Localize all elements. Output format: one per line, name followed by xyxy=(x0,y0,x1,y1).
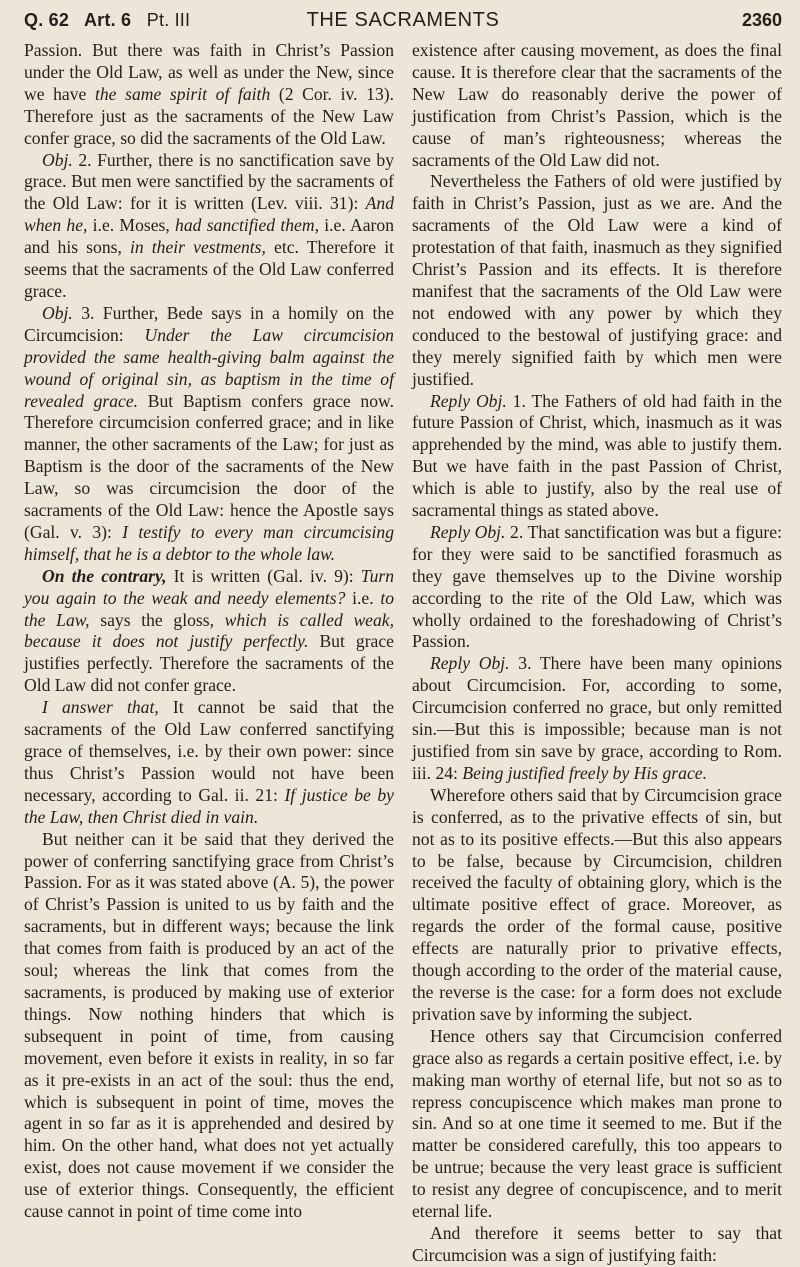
text-run: i.e. Aaron and his sons, xyxy=(24,215,395,258)
paragraph xyxy=(412,171,782,390)
emphasis-run: to the Law, xyxy=(24,587,395,630)
text-run: But Baptism confers grace now. Therefore circumcision conferred grace; and in like manner, the other sacraments of the Law; for just as Baptism is the door of the sacraments of the New Law, so was circumcision the door of the sacraments of the Old Law: hence the Apostle says (Gal. v. 3): xyxy=(24,390,394,542)
emphasis-run: Reply Obj. xyxy=(430,653,510,674)
emphasis-run: Obj. xyxy=(42,302,73,323)
text-run: But grace justifies perfectly. Therefore the sacraments of the Old Law did not confer grace. xyxy=(24,631,394,696)
emphasis-run: Being justified freely by His grace. xyxy=(462,762,707,783)
text-run: 3. There have been many opinions about Circumcision. For, according to some, Circumcision conferred no grace, but only remitted sin.—But this is impossible; because man is not justified from sin save by grace, according to Rom. iii. 24: xyxy=(412,653,782,783)
running-title: THE SACRAMENTS xyxy=(306,8,500,31)
text-run: It is written (Gal. iv. 9): xyxy=(166,565,361,586)
emphasis-run: had sanctified them, xyxy=(175,215,319,236)
emphasis-run: which is called weak, because it does not justify perfectly. xyxy=(24,609,394,652)
text-run: existence after causing movement, as does the final cause. It is therefore clear that the sacraments of the New Law do reasonably derive the power of justification from Christ’s Passion, which is the cause of man’s righteousness; whereas the sacraments of the Old Law did not. xyxy=(412,40,782,170)
text-run: i.e. xyxy=(345,587,381,608)
text-run: And therefore it seems better to say that Circumcision was a sign of justifying faith: xyxy=(412,1222,782,1265)
paragraph xyxy=(412,40,782,171)
left-column xyxy=(24,40,395,1222)
paragraph xyxy=(412,785,782,1026)
text-run: But neither can it be said that they derived the power of conferring sanctifying grace from Christ’s Passion. For as it was stated above (A. 5), the power of Christ’s Passion is united to us by faith and the sacraments, but in different ways; because the link that comes from faith is produced by an act of the soul; whereas the link that comes from the sacraments, is produced by making use of exterior things. Now nothing hinders that which is subsequent in point of time, from causing movement, even before it exists in reality, in so far as it pre-exists in an act of the soul: thus the end, which is subsequent in point of time, moves the agent in so far as it is apprehended and desired by him. On the other hand, what does not yet actually exist, does not cause movement if we consider the use of exterior things. Consequently, the efficient cause cannot in point of time come into xyxy=(24,828,394,1222)
text-run: Nevertheless the Fathers of old were justified by faith in Christ’s Passion, just as we are. And the sacraments of the Old Law were a kind of protestation of that faith, inasmuch as they signified Christ’s Passion and its effects. It is therefore manifest that the sacraments of the Old Law were not endowed with any power by which they conduced to the bestowal of justifying grace: and they merely signified faith by which men were justified. xyxy=(412,171,782,389)
text-run: 1. The Fathers of old had faith in the future Passion of Christ, which, inasmuch as it was apprehended by the mind, was able to justify them. But we have faith in the past Passion of Christ, which is able to justify, also by the real use of sacramental things as stated above. xyxy=(412,390,782,521)
paragraph xyxy=(412,1223,782,1267)
text-run: It cannot be said that the sacraments of the Old Law conferred sanctifying grace of themselves, i.e. by their own power: since thus Christ’s Passion would not have been necessary, according to Gal. ii. 21: xyxy=(24,697,394,805)
paragraph xyxy=(24,150,394,303)
emphasis-run: Reply Obj. xyxy=(430,521,506,542)
text-run: Hence others say that Circumcision conferred grace also as regards a certain positive effect, i.e. by making man worthy of eternal life, but not so as to repress concupiscence which makes man prone to sin. And so at one time it seemed to me. But if the matter be considered carefully, this too appears to be untrue; because the very least grace is sufficient to resist any degree of concupiscence, and to merit eternal life. xyxy=(412,1025,782,1222)
emphasis-run: Under the Law circumcision provided the same health-giving balm against the wound of original sin, as baptism in the time of revealed grace. xyxy=(24,324,394,411)
emphasis-run: Turn you again to the weak and needy elements? xyxy=(24,565,395,608)
paragraph xyxy=(412,522,782,653)
text-run: (2 Cor. iv. 13). Therefore just as the sacraments of the New Law confer grace, so did the sacraments of the Old Law. xyxy=(24,83,394,148)
question-ref: Q. 62 xyxy=(24,9,70,30)
right-column xyxy=(412,40,782,1265)
paragraph xyxy=(412,653,782,784)
page-number: 2360 xyxy=(741,9,782,30)
paragraph xyxy=(24,829,394,1223)
article-ref: Art. 6 xyxy=(83,9,132,30)
text-run: i.e. Moses, xyxy=(87,215,176,236)
running-header xyxy=(24,0,782,40)
text-run: 2. That sanctification was but a figure: for they were said to be sanctified forasmuch as they gave themselves up to the Divine worship according to the rite of the Old Law, which was wholly ordained to the foreshadowing of Christ’s Passion. xyxy=(412,521,782,652)
text-run: 3. Further, Bede says in a homily on the Circumcision: xyxy=(24,302,394,345)
emphasis-run: If justice be by the Law, then Christ died in vain. xyxy=(24,784,394,827)
paragraph xyxy=(24,303,394,566)
text-columns xyxy=(24,40,782,1265)
text-run: Wherefore others said that by Circumcision grace is conferred, as to the privative effects of sin, but not as to its positive effects.—But this also appears to be false, because by Circumcision, children received the faculty of obtaining glory, which is the ultimate positive effect of grace. Moreover, as regards the order of the formal cause, positive effects are naturally prior to privative effects, though according to the order of the material cause, the reverse is the case: for a form does not exclude privation save by informing the subject. xyxy=(412,784,782,1024)
emphasis-run: And when he, xyxy=(24,193,394,236)
text-run: etc. Therefore it seems that the sacraments of the Old Law conferred grace. xyxy=(24,237,394,301)
paragraph xyxy=(24,40,394,150)
paragraph xyxy=(24,566,394,697)
paragraph xyxy=(24,697,394,828)
emphasis-run: Obj. xyxy=(42,149,73,170)
text-run: 2. Further, there is no sanctification save by grace. But men were sanctified by the sacraments of the Old Law: for it is written (Lev. viii. 31): xyxy=(24,149,394,214)
part-ref: Pt. III xyxy=(146,9,191,30)
section-reference xyxy=(24,10,190,31)
paragraph xyxy=(412,1026,782,1223)
emphasis-run: On the contrary, xyxy=(42,565,167,586)
text-run: says the gloss, xyxy=(89,609,225,630)
text-run: Passion. But there was faith in Christ’s Passion under the Old Law, as well as under the New, since we have xyxy=(24,40,394,104)
emphasis-run: I testify to every man circumcising himself, that he is a debtor to the whole law. xyxy=(24,521,394,564)
emphasis-run: the same spirit of faith xyxy=(94,83,271,104)
emphasis-run: in their vestments, xyxy=(129,237,266,258)
paragraph xyxy=(412,391,782,522)
emphasis-run: Reply Obj. xyxy=(430,390,507,411)
emphasis-run: I answer that, xyxy=(42,697,159,718)
